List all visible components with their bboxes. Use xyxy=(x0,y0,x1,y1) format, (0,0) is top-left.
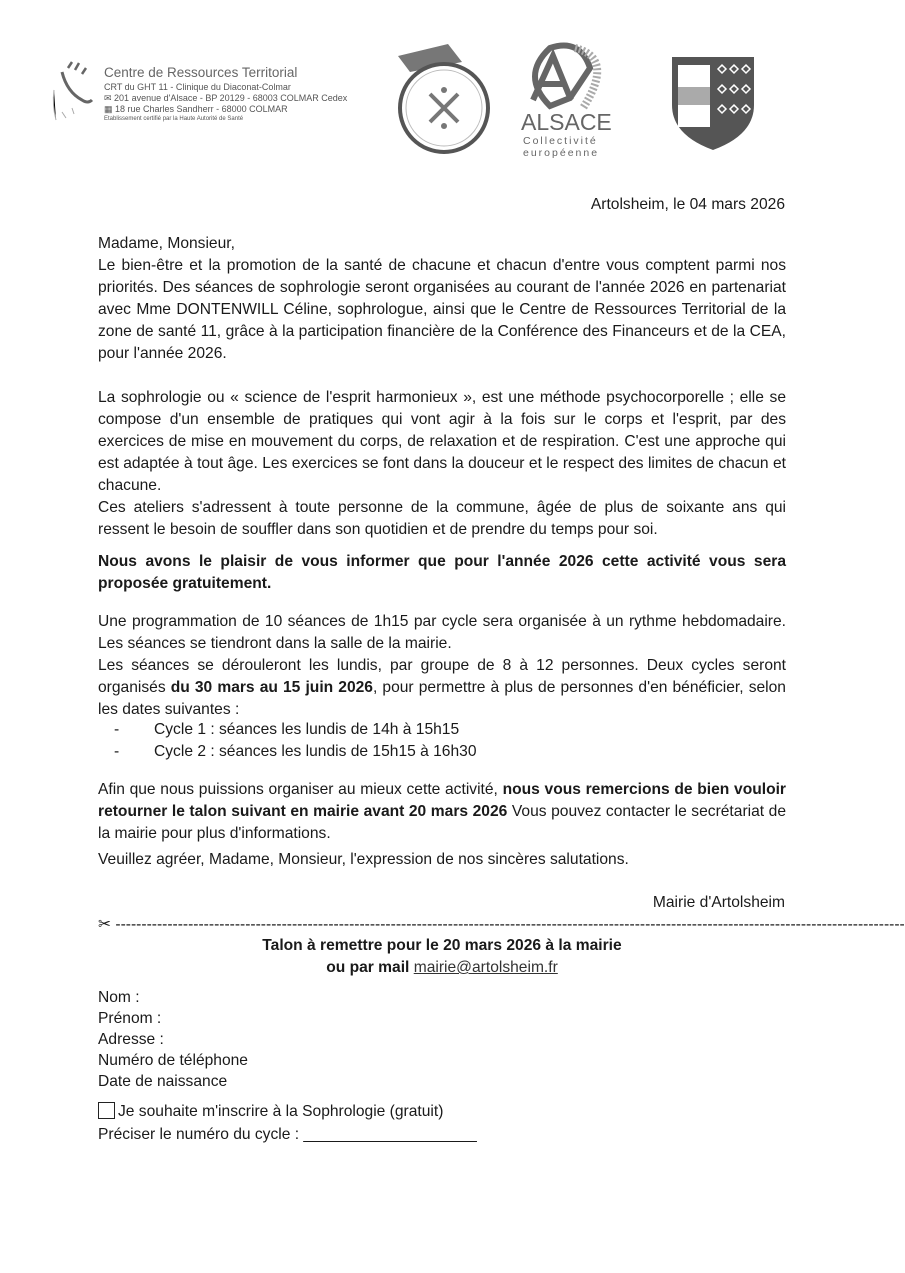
building-icon: ▦ xyxy=(104,104,116,114)
org-header xyxy=(104,64,347,124)
cycle-item: - Cycle 1 : séances les lundis de 14h à 15h15 xyxy=(154,719,842,741)
org-line: 18 rue Charles Sandherr - 68000 COLMAR xyxy=(115,104,288,114)
talon-subtitle: ou par mail mairie@artolsheim.fr xyxy=(326,959,558,976)
artolsheim-coat-of-arms xyxy=(670,55,756,151)
paragraph: Ces ateliers s'adressent à toute personne de la commune, âgée de plus de soixante ans qui ressent le besoin de souffler dans son quotidien et de prendre du temps pour soi. xyxy=(98,499,786,538)
checkbox[interactable] xyxy=(98,1102,115,1119)
paragraph: Une programmation de 10 séances de 1h15 par cycle sera organisée à un rythme hebdomadaire. Les séances se tiendront dans la salle de la mairie. xyxy=(98,613,786,652)
talon-title: Talon à remettre pour le 20 mars 2026 à la mairie xyxy=(262,937,622,954)
org-certification: Etablissement certifié par la Haute Autorité de Santé xyxy=(104,116,244,122)
alsace-logo-text: ALSACE xyxy=(521,109,612,135)
salutation: Madame, Monsieur, xyxy=(98,235,235,252)
closing: Veuillez agréer, Madame, Monsieur, l'expression de nos sincères salutations. xyxy=(98,851,629,868)
signature: Mairie d'Artolsheim xyxy=(652,894,785,911)
cycle-list xyxy=(98,719,842,763)
date-line: Artolsheim, le 04 mars 2026 xyxy=(590,196,785,213)
field-telephone[interactable]: Numéro de téléphone xyxy=(98,1052,248,1069)
org-line: CRT du GHT 11 - Clinique du Diaconat-Colmar xyxy=(104,82,291,92)
scissors-icon: ✂ xyxy=(98,916,116,933)
svg-text:Collectivité: Collectivité xyxy=(523,135,598,147)
org-title: Centre de Ressources Territorial xyxy=(104,65,298,80)
paragraph: Le bien-être et la promotion de la santé de chacune et chacun d'entre vous comptent parmi nos priorités. Des séances de sophrologie seront organisées au courant de l'année 2026 en partenariat avec Mme DONTENWILL Céline, sophrologue, ainsi que le Centre de Ressources Territorial de la zone de santé 11, grâce à la participation financière de la Conférence des Financeurs et de la CEA, pour l'année 2026. xyxy=(98,257,786,362)
paragraph: Les séances se dérouleront les lundis, par groupe de 8 à 12 personnes. Deux cycles seront organisés du 30 mars au 15 juin 2026, pour permettre à plus de personnes d'en bénéficier, selon les dates suivantes : xyxy=(98,657,786,718)
field-adresse[interactable]: Adresse : xyxy=(98,1031,164,1048)
cycle-item: - Cycle 2 : séances les lundis de 15h15 à 16h30 xyxy=(154,741,842,763)
svg-text:européenne: européenne xyxy=(523,147,600,159)
field-nom[interactable]: Nom : xyxy=(98,989,140,1006)
mail-icon: ✉ xyxy=(104,93,115,103)
cycle-number-field[interactable]: Préciser le numéro du cycle : ____________________ xyxy=(98,1126,477,1143)
paragraph: La sophrologie ou « science de l'esprit harmonieux », est une méthode psychocorporelle ; elle se compose d'un ensemble de pratiques qui vont agir à la fois sur le corps et l'esprit, par des exercices de mise en mouvement du corps, de relaxation et de respiration. C'est une approche qui est adaptée à tout âge. Les exercices se font dans la douceur et le respect des limites de chacun et chacune. xyxy=(98,389,786,494)
field-prenom[interactable]: Prénom : xyxy=(98,1010,162,1027)
checkbox-label: Je souhaite m'inscrire à la Sophrologie (gratuit) xyxy=(118,1103,444,1120)
highlight-paragraph: Nous avons le plaisir de vous informer que pour l'année 2026 cette activité vous sera proposée gratuitement. xyxy=(98,553,786,592)
org-line: 201 avenue d'Alsace - BP 20129 - 68003 COLMAR Cedex xyxy=(114,93,348,103)
alsace-logo xyxy=(515,38,615,160)
paragraph: Afin que nous puissions organiser au mieux cette activité, nous vous remercions de bien vouloir retourner le talon suivant en mairie avant 20 mars 2026 Vous pouvez contacter le secrétariat de la mairie pour plus d'informations. xyxy=(98,781,786,842)
field-naissance[interactable]: Date de naissance xyxy=(98,1073,228,1090)
talon-fields xyxy=(98,987,786,1092)
signup-checkbox-row[interactable] xyxy=(98,1101,786,1123)
cut-line: ✂ -------------------------------------------------------------------------------------------------------------------------------------------------------- xyxy=(98,916,905,933)
email-link[interactable]: mairie@artolsheim.fr xyxy=(413,959,558,976)
conference-financeurs-logo xyxy=(390,42,500,154)
crt-hand-logo xyxy=(50,60,100,130)
